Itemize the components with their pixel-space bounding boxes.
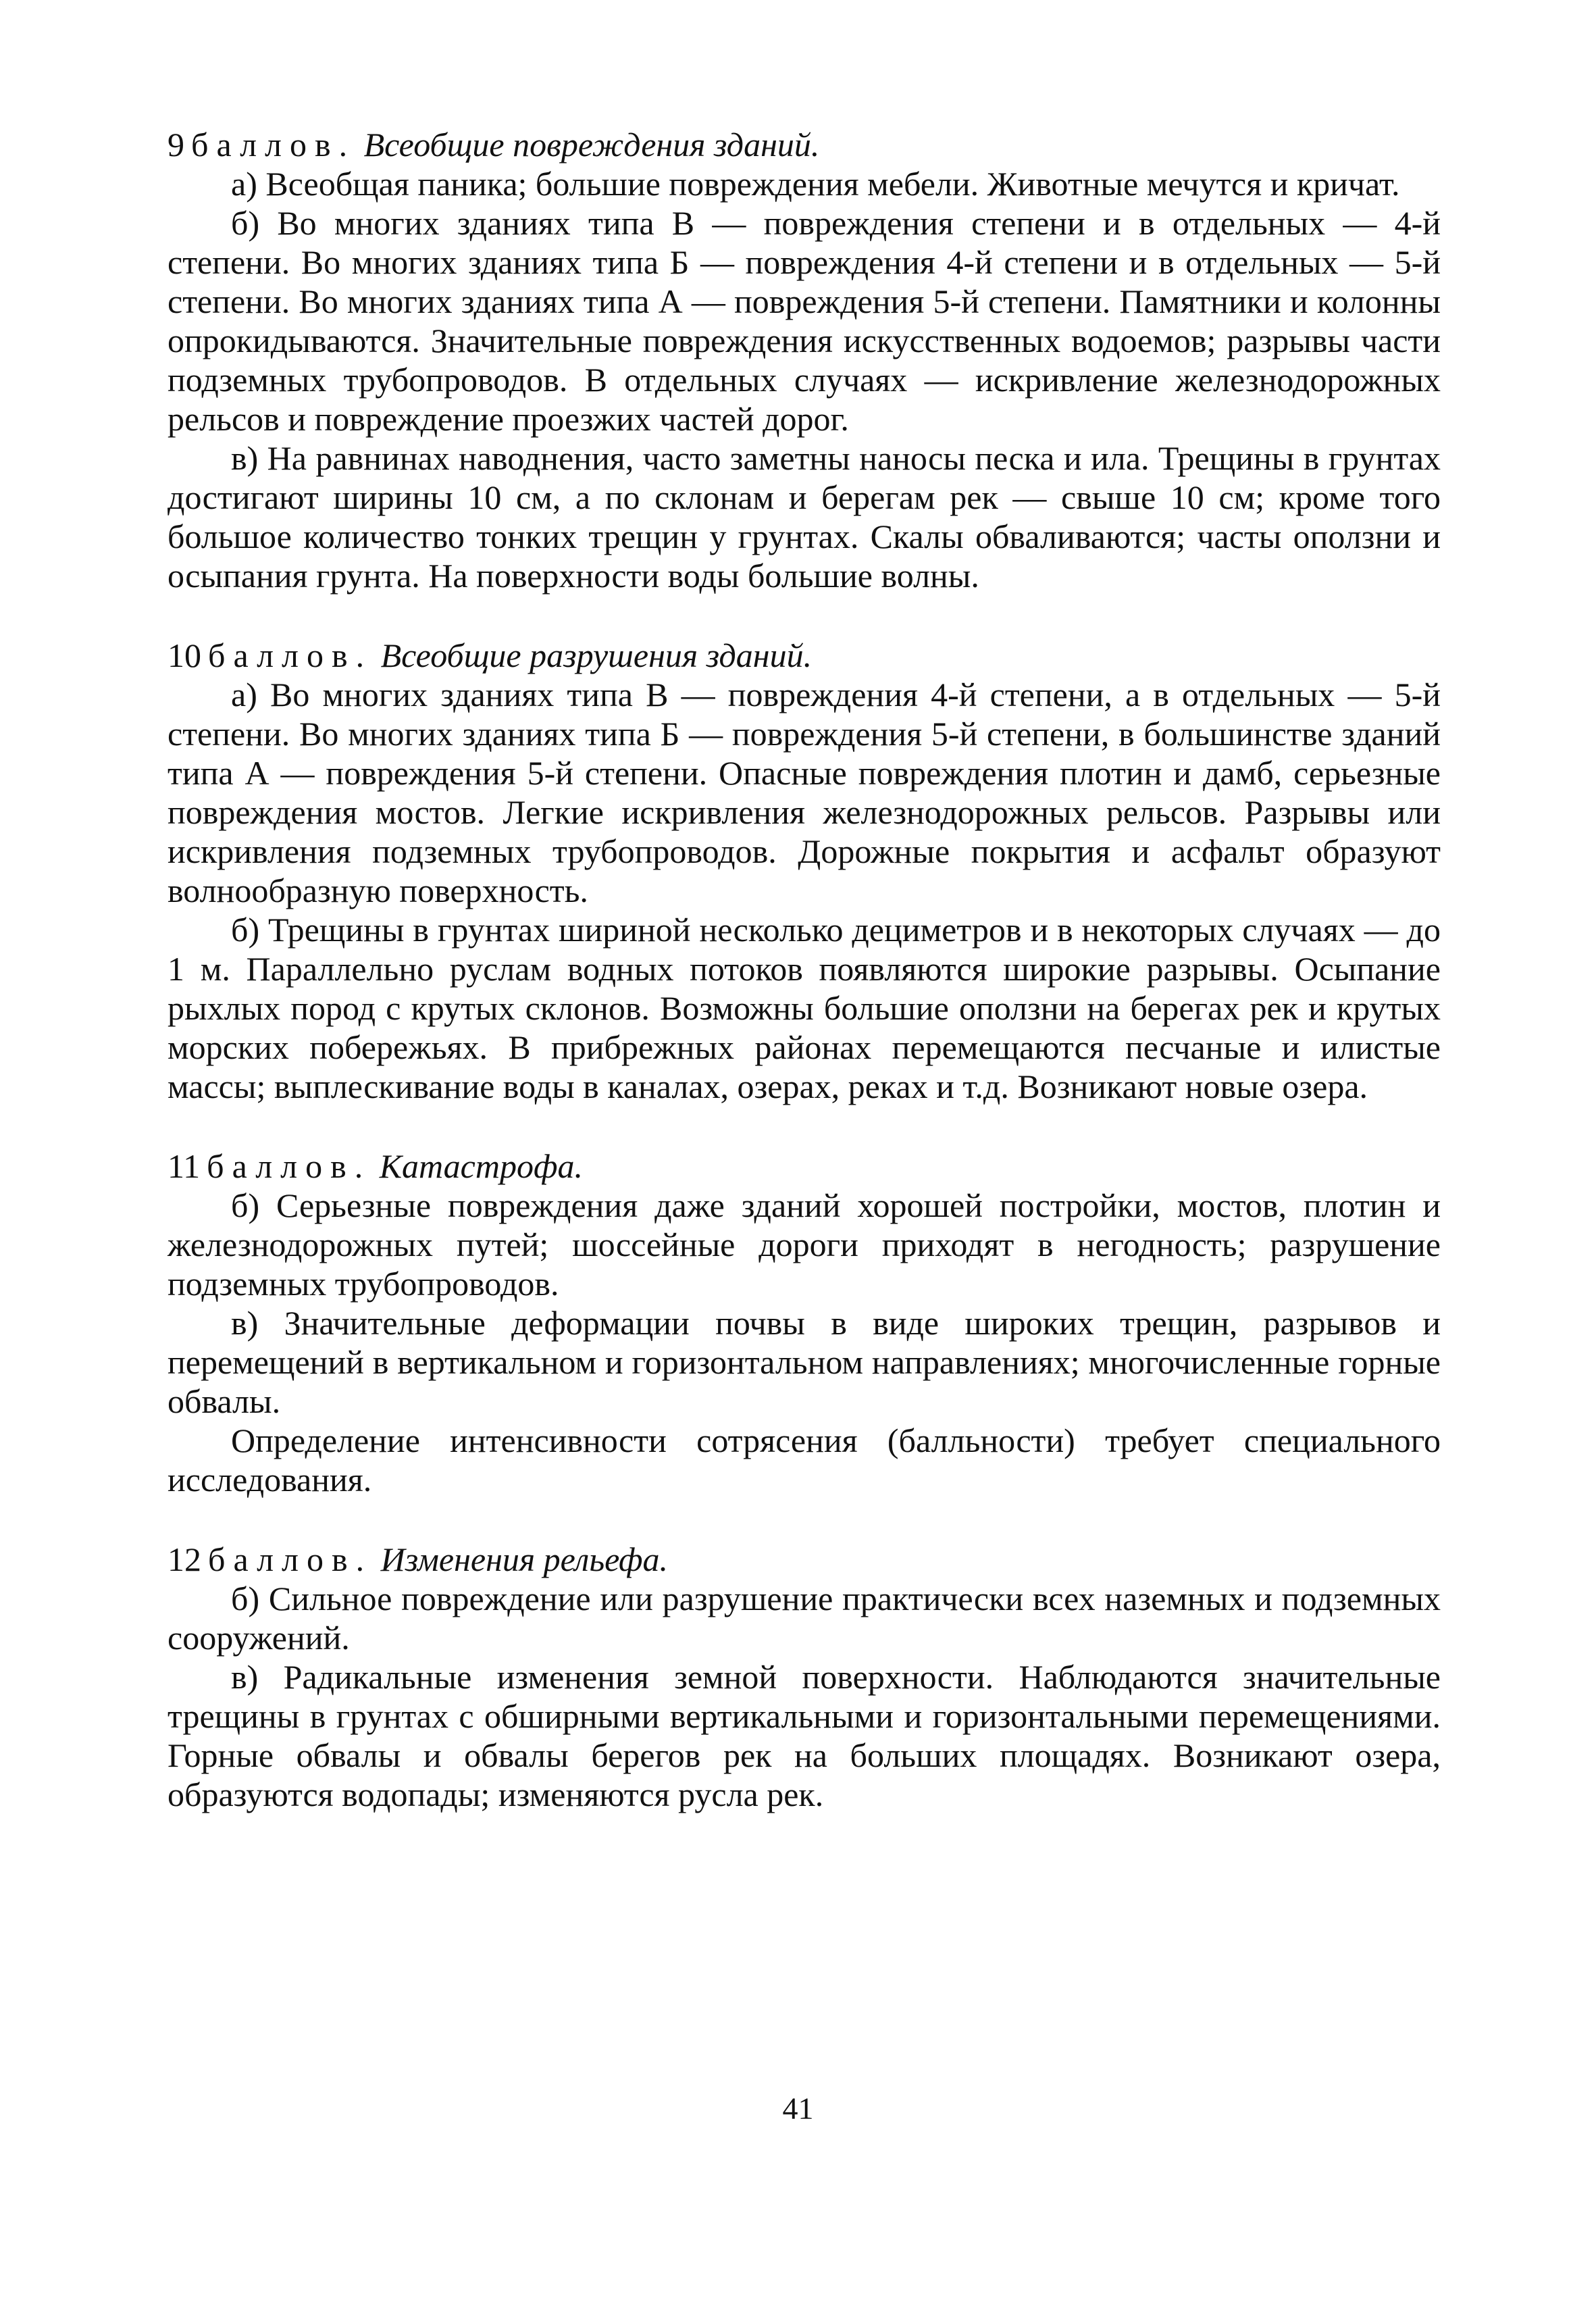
section-heading bbox=[168, 125, 1441, 164]
section-title: Изменения рельефа. bbox=[380, 1540, 669, 1578]
page-body bbox=[168, 125, 1441, 1814]
section-number: 9 bbox=[168, 126, 184, 164]
paragraph: а) Во многих зданиях типа В — повреждения 4-й степени, а в отдельных — 5-й степени. Во многих зданиях типа Б — повреждения 5-й степени, в большинстве зданий типа А — повреждения 5-й степени. Опасные повреждения плотин и дамб, серьезные повреждения мостов. Легкие искривления железнодорожных рельсов. Разрывы или искривления подземных трубопроводов. Дорожные покрытия и асфальт образуют волнообразную поверхность. bbox=[168, 676, 1441, 909]
section-title: Всеобщие повреждения зданий. bbox=[363, 126, 820, 164]
section-title: Всеобщие разрушения зданий. bbox=[380, 636, 813, 674]
section-heading bbox=[168, 1147, 1441, 1186]
section-number: 12 bbox=[168, 1540, 201, 1578]
paragraph: в) Радикальные изменения земной поверхности. Наблюдаются значительные трещины в грунтах с обширными вертикальными и горизонтальными перемещениями. Горные обвалы и обвалы берегов рек на больших площадях. Возникают озера, образуются водопады; изменяются русла рек. bbox=[168, 1658, 1441, 1813]
section-12-points bbox=[168, 1540, 1441, 1814]
section-10-points bbox=[168, 636, 1441, 1106]
ball-word: баллов. bbox=[208, 636, 373, 674]
section-heading bbox=[168, 636, 1441, 675]
section-number: 10 bbox=[168, 636, 201, 674]
section-9-points bbox=[168, 125, 1441, 595]
paragraph: б) Сильное повреждение или разрушение практически всех наземных и подземных сооружений. bbox=[168, 1580, 1441, 1657]
section-11-points bbox=[168, 1147, 1441, 1499]
page-number: 41 bbox=[782, 2091, 814, 2126]
paragraph: в) На равнинах наводнения, часто заметны наносы песка и ила. Трещины в грунтах достигают ширины 10 см, а по склонам и берегам рек — свыше 10 см; кроме того большое количество тонких трещин у грунтах. Скалы обваливаются; часты оползни и осыпания грунта. На поверхности воды большие волны. bbox=[168, 439, 1441, 595]
ball-word: баллов. bbox=[208, 1540, 373, 1578]
ball-word: баллов. bbox=[207, 1147, 371, 1185]
paragraph: в) Значительные деформации почвы в виде широких трещин, разрывов и перемещений в вертикальном и горизонтальном направлениях; многочисленные горные обвалы. bbox=[168, 1304, 1441, 1420]
section-number: 11 bbox=[168, 1147, 201, 1185]
section-title: Катастрофа. bbox=[379, 1147, 583, 1185]
paragraph: б) Серьезные повреждения даже зданий хорошей постройки, мостов, плотин и железнодорожных путей; шоссейные дороги приходят в негодность; разрушение подземных трубопроводов. bbox=[168, 1186, 1441, 1303]
paragraph: Определение интенсивности сотрясения (балльности) требует специального исследования. bbox=[168, 1422, 1441, 1499]
section-heading bbox=[168, 1540, 1441, 1579]
paragraph: б) Во многих зданиях типа В — повреждения степени и в отдельных — 4-й степени. Во многих зданиях типа Б — повреждения 4-й степени и в отдельных — 5-й степени. Во многих зданиях типа А — повреждения 5-й степени. Памятники и колонны опрокидываются. Значительные повреждения искусственных водоемов; разрывы части подземных трубопроводов. В отдельных случаях — искривление железнодорожных рельсов и повреждение проезжих частей дорог. bbox=[168, 204, 1441, 438]
paragraph: а) Всеобщая паника; большие повреждения мебели. Животные мечутся и кричат. bbox=[231, 165, 1400, 203]
paragraph: б) Трещины в грунтах шириной несколько дециметров и в некоторых случаях — до 1 м. Параллельно руслам водных потоков появляются широкие разрывы. Осыпание рыхлых пород с крутых склонов. Возможны большие оползни на берегах рек и крутых морских побережьях. В прибрежных районах перемещаются песчаные и илистые массы; выплескивание воды в каналах, озерах, реках и т.д. Возникают новые озера. bbox=[168, 911, 1441, 1105]
ball-word: баллов. bbox=[191, 126, 356, 164]
